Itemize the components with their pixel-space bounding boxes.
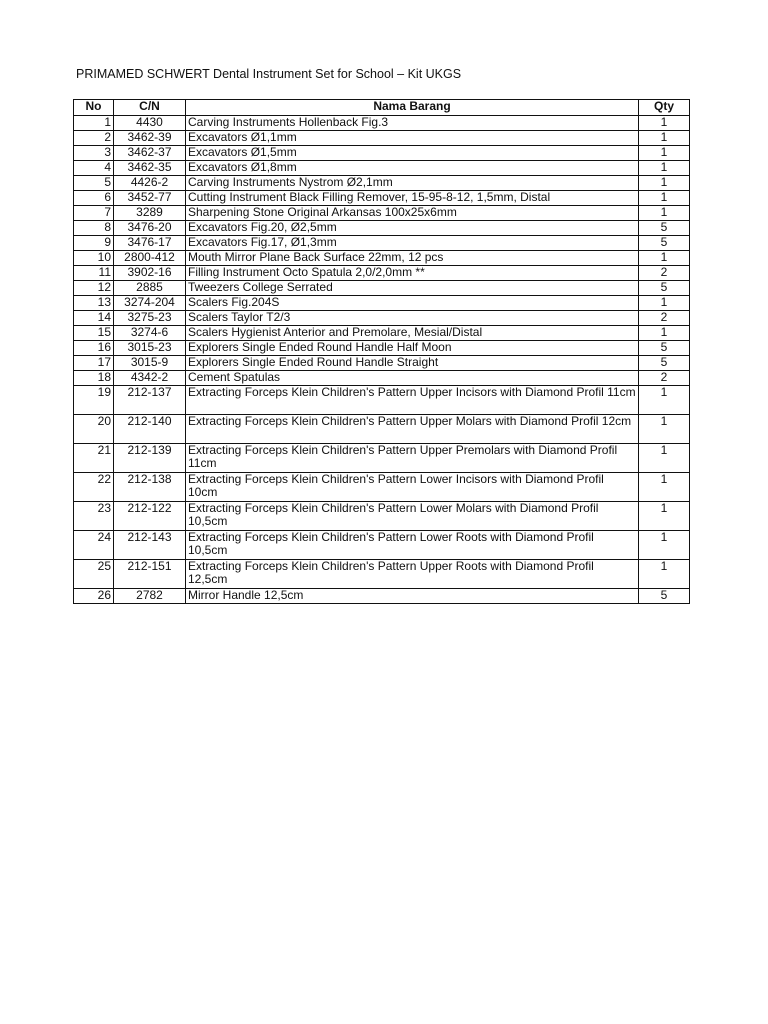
cell-cn: 3902-16 (114, 266, 186, 281)
cell-name: Extracting Forceps Klein Children's Pattern Upper Molars with Diamond Profil 12cm (186, 415, 639, 444)
cell-name: Excavators Fig.17, Ø1,3mm (186, 236, 639, 251)
table-row (74, 560, 690, 589)
table-row (74, 589, 690, 604)
cell-qty: 1 (639, 296, 690, 311)
cell-name: Excavators Ø1,8mm (186, 161, 639, 176)
cell-name: Cutting Instrument Black Filling Remover, 15-95-8-12, 1,5mm, Distal (186, 191, 639, 206)
cell-no: 13 (74, 296, 114, 311)
cell-no: 12 (74, 281, 114, 296)
cell-no: 9 (74, 236, 114, 251)
cell-qty: 1 (639, 116, 690, 131)
cell-no: 25 (74, 560, 114, 589)
table-row (74, 176, 690, 191)
cell-no: 8 (74, 221, 114, 236)
table-row (74, 341, 690, 356)
header-no: No (74, 100, 114, 116)
table-row (74, 161, 690, 176)
cell-no: 26 (74, 589, 114, 604)
cell-qty: 1 (639, 131, 690, 146)
cell-qty: 1 (639, 386, 690, 415)
document-title: PRIMAMED SCHWERT Dental Instrument Set for School – Kit UKGS (76, 67, 462, 81)
cell-no: 2 (74, 131, 114, 146)
cell-no: 23 (74, 502, 114, 531)
cell-qty: 1 (639, 415, 690, 444)
table-row (74, 191, 690, 206)
cell-name: Extracting Forceps Klein Children's Pattern Upper Incisors with Diamond Profil 11cm (186, 386, 639, 415)
cell-qty: 1 (639, 531, 690, 560)
table-row (74, 473, 690, 502)
cell-no: 1 (74, 116, 114, 131)
cell-cn: 212-122 (114, 502, 186, 531)
cell-qty: 2 (639, 266, 690, 281)
cell-qty: 5 (639, 236, 690, 251)
cell-cn: 3476-17 (114, 236, 186, 251)
cell-qty: 5 (639, 341, 690, 356)
cell-cn: 3274-204 (114, 296, 186, 311)
cell-no: 19 (74, 386, 114, 415)
cell-name: Excavators Fig.20, Ø2,5mm (186, 221, 639, 236)
cell-name: Carving Instruments Nystrom Ø2,1mm (186, 176, 639, 191)
cell-name: Mouth Mirror Plane Back Surface 22mm, 12 pcs (186, 251, 639, 266)
table-row (74, 444, 690, 473)
cell-no: 20 (74, 415, 114, 444)
table-row (74, 296, 690, 311)
cell-no: 18 (74, 371, 114, 386)
cell-cn: 212-139 (114, 444, 186, 473)
cell-name: Mirror Handle 12,5cm (186, 589, 639, 604)
cell-qty: 1 (639, 560, 690, 589)
table-row (74, 326, 690, 341)
table-row (74, 266, 690, 281)
table-row (74, 281, 690, 296)
table-row (74, 386, 690, 415)
table-row (74, 311, 690, 326)
table-header-row (74, 100, 690, 116)
table-row (74, 206, 690, 221)
cell-cn: 212-140 (114, 415, 186, 444)
cell-qty: 1 (639, 146, 690, 161)
cell-cn: 2800-412 (114, 251, 186, 266)
cell-qty: 1 (639, 176, 690, 191)
cell-qty: 1 (639, 473, 690, 502)
table-row (74, 236, 690, 251)
cell-no: 14 (74, 311, 114, 326)
cell-no: 6 (74, 191, 114, 206)
cell-cn: 3452-77 (114, 191, 186, 206)
cell-name: Explorers Single Ended Round Handle Straight (186, 356, 639, 371)
cell-cn: 2782 (114, 589, 186, 604)
cell-cn: 3462-37 (114, 146, 186, 161)
cell-name: Extracting Forceps Klein Children's Pattern Lower Roots with Diamond Profil 10,5cm (186, 531, 639, 560)
cell-no: 4 (74, 161, 114, 176)
table-row (74, 502, 690, 531)
cell-name: Extracting Forceps Klein Children's Pattern Lower Incisors with Diamond Profil 10cm (186, 473, 639, 502)
cell-name: Carving Instruments Hollenback Fig.3 (186, 116, 639, 131)
cell-name: Extracting Forceps Klein Children's Pattern Upper Premolars with Diamond Profil 11cm (186, 444, 639, 473)
table-row (74, 415, 690, 444)
cell-name: Filling Instrument Octo Spatula 2,0/2,0mm ** (186, 266, 639, 281)
table-row (74, 371, 690, 386)
table-row (74, 531, 690, 560)
cell-qty: 1 (639, 191, 690, 206)
header-qty: Qty (639, 100, 690, 116)
cell-no: 22 (74, 473, 114, 502)
cell-cn: 4426-2 (114, 176, 186, 191)
cell-cn: 3275-23 (114, 311, 186, 326)
cell-no: 3 (74, 146, 114, 161)
cell-name: Explorers Single Ended Round Handle Half Moon (186, 341, 639, 356)
table-row (74, 131, 690, 146)
cell-cn: 4342-2 (114, 371, 186, 386)
cell-cn: 212-138 (114, 473, 186, 502)
header-cn: C/N (114, 100, 186, 116)
cell-no: 16 (74, 341, 114, 356)
instrument-table (73, 99, 690, 604)
cell-qty: 5 (639, 221, 690, 236)
table-row (74, 221, 690, 236)
cell-qty: 1 (639, 502, 690, 531)
cell-name: Scalers Fig.204S (186, 296, 639, 311)
cell-qty: 1 (639, 326, 690, 341)
cell-cn: 212-143 (114, 531, 186, 560)
header-name: Nama Barang (186, 100, 639, 116)
cell-name: Extracting Forceps Klein Children's Pattern Lower Molars with Diamond Profil 10,5cm (186, 502, 639, 531)
cell-qty: 1 (639, 251, 690, 266)
table-row (74, 116, 690, 131)
cell-cn: 3476-20 (114, 221, 186, 236)
cell-cn: 4430 (114, 116, 186, 131)
cell-name: Sharpening Stone Original Arkansas 100x25x6mm (186, 206, 639, 221)
cell-name: Scalers Hygienist Anterior and Premolare, Mesial/Distal (186, 326, 639, 341)
cell-no: 5 (74, 176, 114, 191)
cell-cn: 212-151 (114, 560, 186, 589)
cell-no: 21 (74, 444, 114, 473)
cell-name: Cement Spatulas (186, 371, 639, 386)
cell-name: Extracting Forceps Klein Children's Pattern Upper Roots with Diamond Profil 12,5cm (186, 560, 639, 589)
cell-name: Scalers Taylor T2/3 (186, 311, 639, 326)
cell-name: Tweezers College Serrated (186, 281, 639, 296)
cell-cn: 3274-6 (114, 326, 186, 341)
cell-qty: 2 (639, 371, 690, 386)
cell-cn: 3015-23 (114, 341, 186, 356)
cell-no: 10 (74, 251, 114, 266)
cell-name: Excavators Ø1,1mm (186, 131, 639, 146)
cell-cn: 3289 (114, 206, 186, 221)
cell-qty: 1 (639, 161, 690, 176)
table-row (74, 146, 690, 161)
cell-name: Excavators Ø1,5mm (186, 146, 639, 161)
cell-qty: 5 (639, 589, 690, 604)
cell-no: 15 (74, 326, 114, 341)
cell-qty: 5 (639, 281, 690, 296)
cell-cn: 3015-9 (114, 356, 186, 371)
cell-no: 11 (74, 266, 114, 281)
cell-cn: 3462-35 (114, 161, 186, 176)
cell-no: 17 (74, 356, 114, 371)
cell-qty: 5 (639, 356, 690, 371)
cell-cn: 212-137 (114, 386, 186, 415)
cell-no: 24 (74, 531, 114, 560)
cell-cn: 3462-39 (114, 131, 186, 146)
table-row (74, 356, 690, 371)
cell-cn: 2885 (114, 281, 186, 296)
cell-qty: 1 (639, 444, 690, 473)
cell-qty: 2 (639, 311, 690, 326)
cell-no: 7 (74, 206, 114, 221)
cell-qty: 1 (639, 206, 690, 221)
table-row (74, 251, 690, 266)
